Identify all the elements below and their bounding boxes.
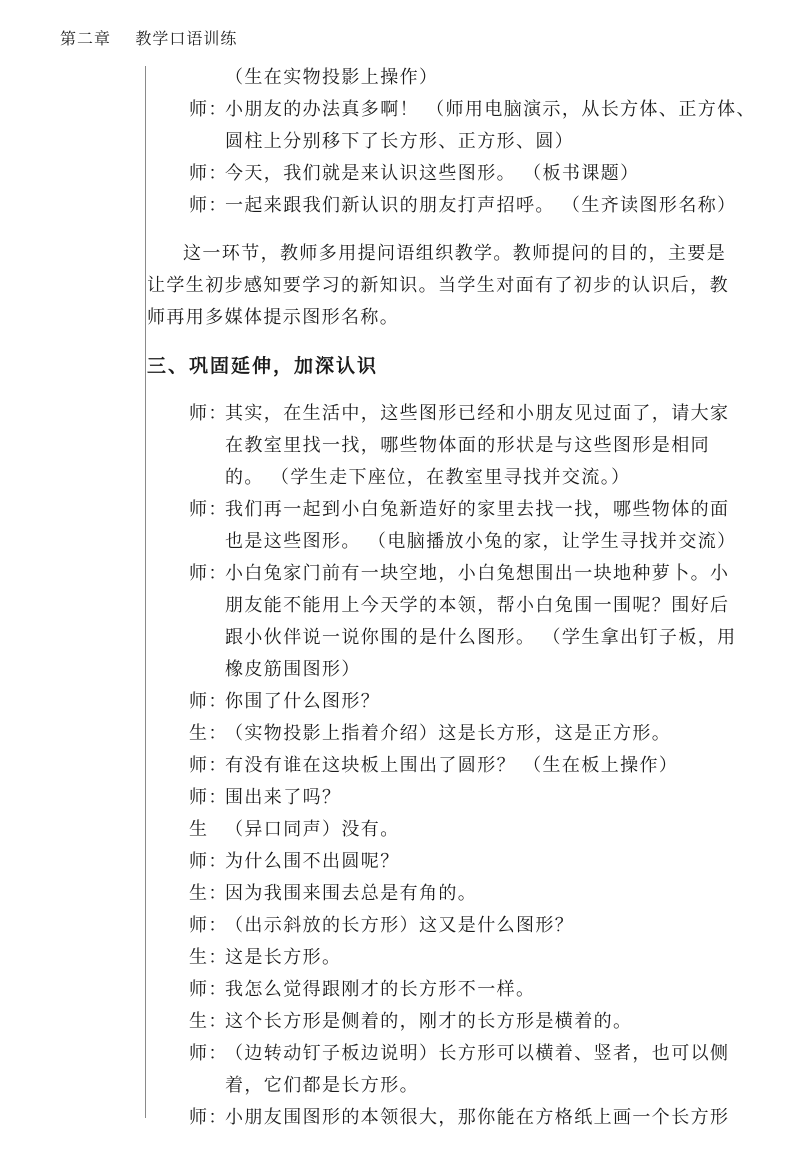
dialogue-line [147, 974, 775, 1006]
dialogue-text: （异口同声）没有。 [225, 819, 400, 840]
dialogue-line [147, 846, 775, 878]
dialogue-text: 我怎么觉得跟刚才的长方形不一样。 [225, 979, 536, 1000]
dialogue-line [147, 814, 775, 846]
dialogue-line [147, 718, 775, 750]
paragraph-gap [147, 222, 775, 238]
dialogue-text: 这是长方形。 [225, 947, 342, 968]
dialogue-line [147, 750, 775, 782]
dialogue-text: 因为我围来围去总是有角的。 [225, 883, 478, 904]
dialogue-text: 有没有谁在这块板上围出了圆形？ （生在板上操作） [225, 755, 679, 776]
dialogue-continuation: 朋友能不能用上今天学的本领，帮小白兔围一围呢？围好后 [225, 595, 730, 616]
dialogue-line [147, 1102, 775, 1134]
dialogue-line [147, 878, 775, 910]
speaker-label: 师： [189, 851, 228, 872]
speaker-label: 师： [189, 163, 228, 184]
speaker-label: 师： [189, 403, 228, 424]
margin-rule [145, 66, 146, 1118]
dialogue-continuation: 跟小伙伴说一说你围的是什么图形。 （学生拿出钉子板，用 [225, 627, 737, 648]
dialogue-text: 今天，我们就是来认识这些图形。 （板书课题） [225, 163, 640, 184]
dialogue-text: 这个长方形是侧着的，刚才的长方形是横着的。 [225, 1011, 633, 1032]
dialogue-line [147, 558, 775, 590]
dialogue-continuation: 橡皮筋围图形） [225, 659, 361, 680]
dialogue-line [147, 1038, 775, 1070]
paragraph-line: 师再用多媒体提示图形名称。 [147, 307, 400, 328]
speaker-label: 师： [189, 787, 228, 808]
dialogue-line [147, 910, 775, 942]
speaker-label: 师： [189, 979, 228, 1000]
dialogue-text: 围出来了吗？ [225, 787, 342, 808]
paragraph-gap [147, 334, 775, 350]
dialogue-continuation: 也是这些图形。 （电脑播放小兔的家，让学生寻找并交流） [225, 531, 737, 552]
speaker-label: 师： [189, 563, 228, 584]
dialogue-text: 你围了什么图形？ [225, 691, 381, 712]
dialogue-text: （边转动钉子板边说明）长方形可以横着、竖者，也可以侧 [225, 1043, 730, 1064]
dialogue-continuation: 圆柱上分别移下了长方形、正方形、圆） [225, 131, 575, 152]
speaker-label: 生： [189, 883, 228, 904]
paragraph-gap [147, 382, 775, 398]
dialogue-continuation: 在教室里找一找，哪些物体面的形状是与这些图形是相同 [225, 435, 710, 456]
speaker-label: 生 [189, 819, 209, 840]
dialogue-text: 一起来跟我们新认识的朋友打声招呼。 （生齐读图形名称） [225, 195, 737, 216]
dialogue-text: 小白兔家门前有一块空地，小白兔想围出一块地种萝卜。小 [225, 563, 730, 584]
dialogue-line [147, 782, 775, 814]
chapter-title: 教学口语训练 [135, 29, 238, 48]
dialogue-text: 为什么围不出圆呢？ [225, 851, 400, 872]
speaker-label: 师： [189, 499, 228, 520]
dialogue-text: 小朋友的办法真多啊！ （师用电脑演示，从长方体、正方体、 [225, 99, 756, 120]
section-heading: 三、巩固延伸，加深认识 [147, 355, 379, 377]
speaker-label: 师： [189, 99, 228, 120]
speaker-label: 师： [189, 691, 228, 712]
dialogue-text: 其实，在生活中，这些图形已经和小朋友见过面了，请大家 [225, 403, 730, 424]
dialogue-line [147, 190, 775, 222]
speaker-label: 生： [189, 947, 228, 968]
speaker-label: 生： [189, 723, 228, 744]
dialogue-text: 我们再一起到小白兔新造好的家里去找一找，哪些物体的面 [225, 499, 730, 520]
paragraph-line: 让学生初步感知要学习的新知识。当学生对面有了初步的认识后，教 [147, 275, 729, 296]
dialogue-line [147, 158, 775, 190]
dialogue-continuation: （生在实物投影上操作） [225, 67, 439, 88]
dialogue-text: 小朋友围图形的本领很大，那你能在方格纸上画一个长方形 [225, 1107, 730, 1128]
dialogue-text: （出示斜放的长方形）这又是什么图形？ [225, 915, 575, 936]
dialogue-line [147, 94, 775, 126]
dialogue-line [147, 942, 775, 974]
dialogue-continuation: 着，它们都是长方形。 [225, 1075, 419, 1096]
dialogue-line [147, 1006, 775, 1038]
dialogue-text: （实物投影上指着介绍）这是长方形，这是正方形。 [225, 723, 672, 744]
dialogue-line [147, 494, 775, 526]
speaker-label: 师： [189, 195, 228, 216]
dialogue-line [147, 398, 775, 430]
speaker-label: 师： [189, 1043, 228, 1064]
speaker-label: 师： [189, 915, 228, 936]
speaker-label: 生： [189, 1011, 228, 1032]
page-header [60, 26, 237, 49]
page-body [147, 62, 775, 1134]
dialogue-line [147, 686, 775, 718]
speaker-label: 师： [189, 1107, 228, 1128]
chapter-label: 第二章 [60, 29, 112, 48]
dialogue-continuation: 的。 （学生走下座位，在教室里寻找并交流。） [225, 467, 631, 488]
speaker-label: 师： [189, 755, 228, 776]
paragraph-line: 这一环节，教师多用提问语组织教学。教师提问的目的，主要是 [183, 243, 727, 264]
